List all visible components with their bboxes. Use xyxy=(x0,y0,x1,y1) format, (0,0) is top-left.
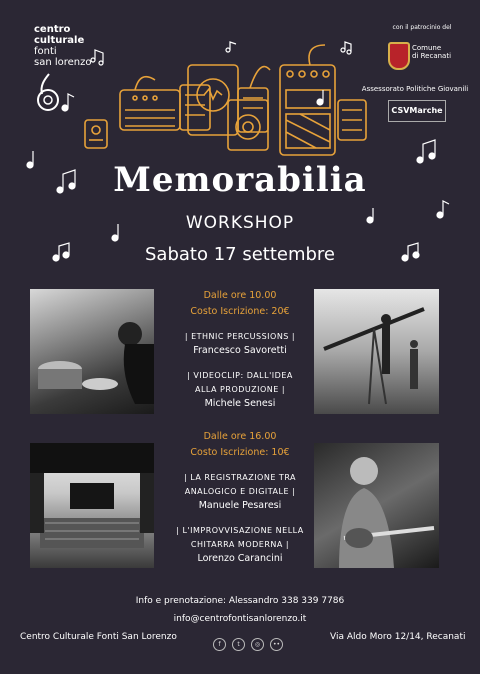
camera-crane-icon xyxy=(314,289,439,414)
session-afternoon xyxy=(168,430,312,566)
org-name-line1: centro xyxy=(34,24,71,35)
session1-cost: Costo Iscrizione: 20€ xyxy=(190,306,290,317)
session1-workshop2-title-line1: | VIDEOCLIP: DALL'IDEA xyxy=(187,371,293,380)
session1-time: Dalle ore 10.00 xyxy=(203,290,277,301)
session1-workshop1-teacher: Francesco Savoretti xyxy=(193,345,287,356)
event-date: Sabato 17 settembre xyxy=(144,244,335,265)
org-name-line2: culturale xyxy=(34,35,85,46)
social-links xyxy=(210,631,286,651)
session1-workshop1-title: | ETHNIC PERCUSSIONS | xyxy=(184,332,296,341)
photo-videoclip xyxy=(314,289,439,414)
session-morning xyxy=(168,289,312,411)
event-subtitle: WORKSHOP xyxy=(185,213,295,233)
venue-address: Via Aldo Moro 12/14, Recanati xyxy=(330,632,466,642)
patronage-block xyxy=(370,24,474,31)
session2-workshop1-teacher: Manuele Pesaresi xyxy=(198,500,282,511)
venue-name: Centro Culturale Fonti San Lorenzo xyxy=(20,632,177,642)
session1-workshop2-teacher: Michele Senesi xyxy=(204,398,276,409)
photo-recording-studio xyxy=(30,443,154,568)
session2-workshop1-title-line1: | LA REGISTRAZIONE TRA xyxy=(183,473,297,482)
percussion-drums-icon xyxy=(30,289,154,414)
contact-email[interactable]: info@centrofontisanlorenzo.it xyxy=(173,614,307,624)
session2-workshop2-title-line1: | L'IMPROVVISAZIONE NELLA xyxy=(176,526,304,535)
flickr-icon[interactable]: •• xyxy=(270,638,283,651)
comune-label xyxy=(412,44,451,60)
session2-workshop2-teacher: Lorenzo Carancini xyxy=(197,553,283,564)
guitarist-icon xyxy=(314,443,439,568)
session2-workshop1-title-line2: ANALOGICO E DIGITALE | xyxy=(184,487,296,496)
org-name-line4: san lorenzo xyxy=(34,57,92,68)
event-title: Memorabilia xyxy=(113,160,367,200)
booking-info: Info e prenotazione: Alessandro 338 339 7786 xyxy=(135,596,345,606)
instagram-icon[interactable]: ◎ xyxy=(251,638,264,651)
comune-line1: Comune xyxy=(412,44,442,52)
patronage-label: con il patrocinio del xyxy=(392,24,452,31)
session2-time: Dalle ore 16.00 xyxy=(203,431,277,442)
facebook-icon[interactable]: f xyxy=(213,638,226,651)
org-name-line3: fonti xyxy=(34,46,57,57)
comune-crest-icon xyxy=(388,42,410,70)
session1-workshop2-title-line2: ALLA PRODUZIONE | xyxy=(194,385,286,394)
photo-guitarist xyxy=(314,443,439,568)
photo-percussions xyxy=(30,289,154,414)
assessorato-label: Assessorato Politiche Giovanili xyxy=(361,85,469,93)
session2-workshop2-title-line2: CHITARRA MODERNA | xyxy=(190,540,290,549)
mixing-console-icon xyxy=(30,443,154,568)
comune-line2: di Recanati xyxy=(412,52,452,60)
twitter-icon[interactable]: t xyxy=(232,638,245,651)
session2-cost: Costo Iscrizione: 10€ xyxy=(190,447,290,458)
csv-logo: CSVMarche xyxy=(388,100,446,122)
